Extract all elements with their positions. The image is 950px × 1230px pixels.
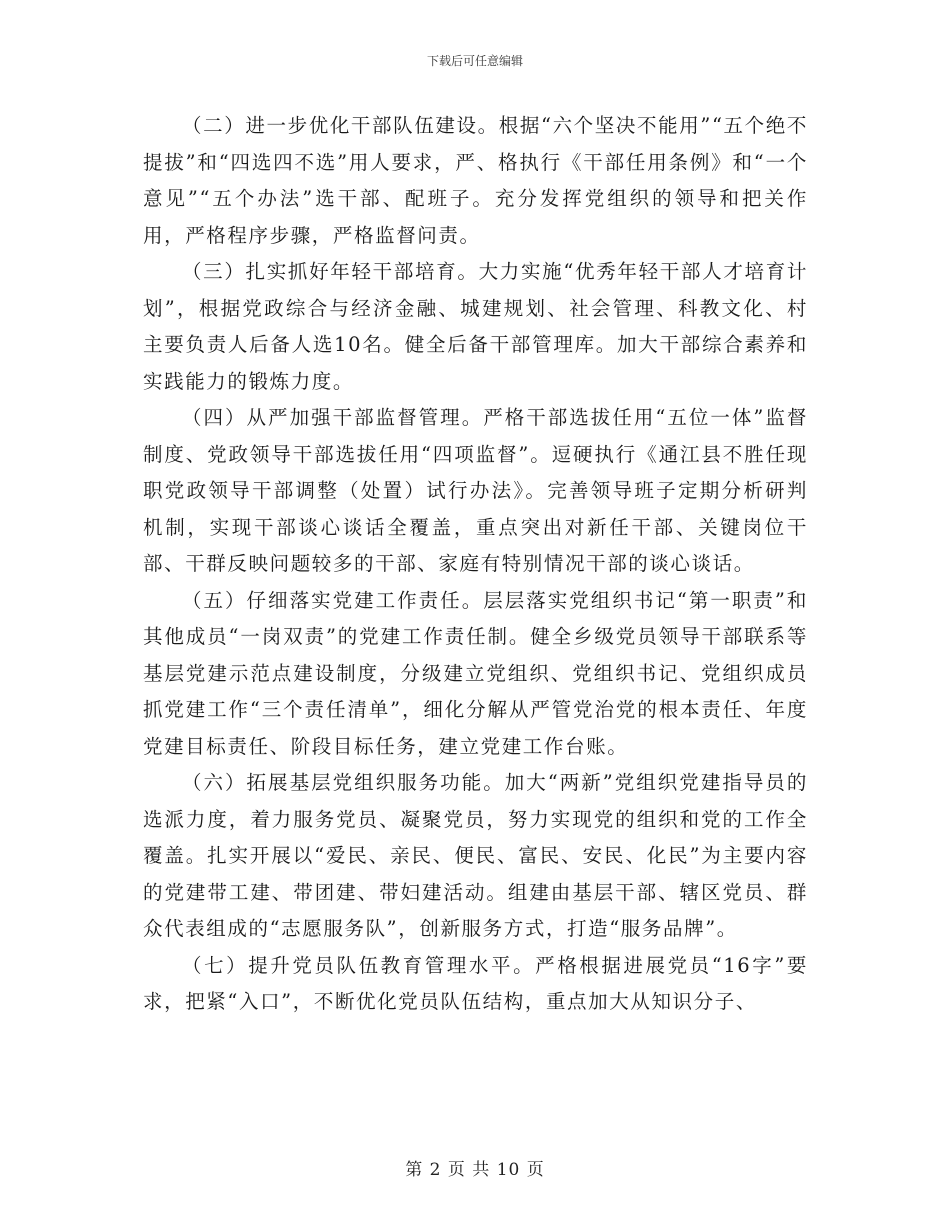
document-body	[143, 108, 808, 1021]
page-header: 下载后可任意编辑	[426, 54, 523, 68]
paragraph-4: （四）从严加强干部监督管理。严格干部选拔任用“五位一体”监督制度、党政领导干部选拔任用“四项监督”。逗硬执行《通江县不胜任现职党政领导干部调整（处置）试行办法》。完善领导班子定期分析研判机制，实现干部谈心谈话全覆盖，重点突出对新任干部、关键岗位干部、干群反映问题较多的干部、家庭有特别情况干部的谈心谈话。	[143, 406, 808, 575]
page-footer: 第 2 页 共 10 页	[405, 1160, 545, 1180]
paragraph-7: （七）提升党员队伍教育管理水平。严格根据进展党员“16字”要求，把紧“入口”，不断优化党员队伍结构，重点加大从知识分子、	[143, 953, 808, 1013]
paragraph-3: （三）扎实抓好年轻干部培育。大力实施“优秀年轻干部人才培育计划”，根据党政综合与经济金融、城建规划、社会管理、科教文化、村主要负责人后备人选10名。健全后备干部管理库。加大干部综合素养和实践能力的锻炼力度。	[143, 260, 808, 393]
paragraph-5: （五）仔细落实党建工作责任。层层落实党组织书记“第一职责”和其他成员“一岗双责”的党建工作责任制。健全乡级党员领导干部联系等基层党建示范点建设制度，分级建立党组织、党组织书记、党组织成员抓党建工作“三个责任清单”，细化分解从严管党治党的根本责任、年度党建目标责任、阶段目标任务，建立党建工作台账。	[143, 588, 808, 758]
paragraph-2: （二）进一步优化干部队伍建设。根据“六个坚决不能用”“五个绝不提拔”和“四选四不选”用人要求，严、格执行《干部任用条例》和“一个意见”“五个办法”选干部、配班子。充分发挥党组织的领导和把关作用，严格程序步骤，严格监督问责。	[143, 114, 808, 247]
paragraph-6: （六）拓展基层党组织服务功能。加大“两新”党组织党建指导员的选派力度，着力服务党员、凝聚党员，努力实现党的组织和党的工作全覆盖。扎实开展以“爱民、亲民、便民、富民、安民、化民”为主要内容的党建带工建、带团建、带妇建活动。组建由基层干部、辖区党员、群众代表组成的“志愿服务队”，创新服务方式，打造“服务品牌”。	[143, 771, 808, 940]
